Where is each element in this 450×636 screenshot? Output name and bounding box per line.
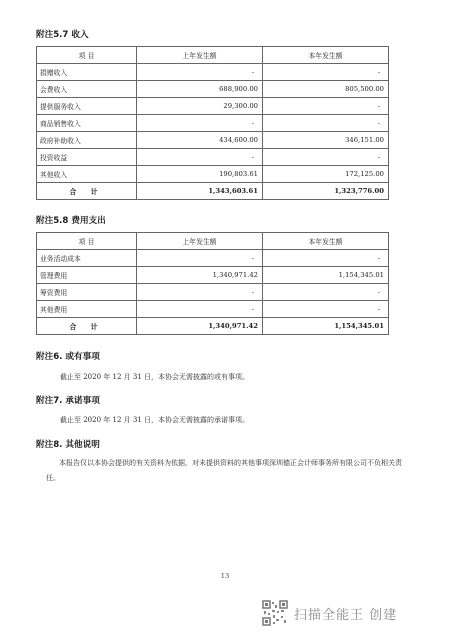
note-6-title: 附注6. 或有事项: [36, 352, 100, 362]
note-7-text: 截止至 2020 年 12 月 31 日，本协会无需披露的承诺事项。: [60, 416, 249, 424]
table-row: 业务活动成本 - -: [37, 250, 389, 267]
header-prev: 上年发生额: [137, 233, 263, 250]
table-row: 其他收入 190,803.61 172,125.00: [37, 166, 389, 183]
table-row: 管理费用 1,340,971.42 1,154,345.01: [37, 267, 389, 284]
table-row: 捐赠收入 - -: [37, 64, 389, 81]
note-8-title: 附注8. 其他说明: [36, 440, 100, 450]
note-7-title: 附注7. 承诺事项: [36, 396, 100, 406]
qr-code-icon: [262, 600, 288, 626]
table-header-row: [37, 47, 389, 64]
note-5-8-title: 附注5.8 费用支出: [36, 216, 106, 226]
table-total-row: 合 计 1,340,971.42 1,154,345.01: [37, 318, 389, 335]
note-8-text: 本报告仅以本协会提供的有关资料为依据，对未提供资料的其他事项深圳德正会计师事务所有限公司不负相关责任。: [46, 459, 402, 482]
income-table: [36, 46, 389, 200]
table-header-row: [37, 233, 389, 250]
table-row: 筹资费用 - -: [37, 284, 389, 301]
table-row: 提供服务收入 29,300.00 -: [37, 98, 389, 115]
table-row: 投资收益 - -: [37, 149, 389, 166]
expense-table: [36, 232, 389, 335]
header-prev: 上年发生额: [137, 47, 263, 64]
scanner-watermark: [262, 600, 397, 626]
table-row: 其他费用 - -: [37, 301, 389, 318]
header-item: 项 目: [37, 47, 137, 64]
table-total-row: 合 计 1,343,603.61 1,323,776.00: [37, 183, 389, 200]
header-item: 项 目: [37, 233, 137, 250]
table-row: 政府补助收入 434,600.00 346,151.00: [37, 132, 389, 149]
note-5-7-title: 附注5.7 收入: [36, 30, 89, 40]
table-row: 商品销售收入 - -: [37, 115, 389, 132]
watermark-text: 扫描全能王 创建: [294, 607, 398, 623]
header-curr: 本年发生额: [263, 47, 389, 64]
note-6-text: 截止至 2020 年 12 月 31 日，本协会无需披露的或有事项。: [60, 373, 249, 381]
page-number: 13: [220, 572, 230, 580]
table-row: 会费收入 688,900.00 805,500.00: [37, 81, 389, 98]
header-curr: 本年发生额: [263, 233, 389, 250]
